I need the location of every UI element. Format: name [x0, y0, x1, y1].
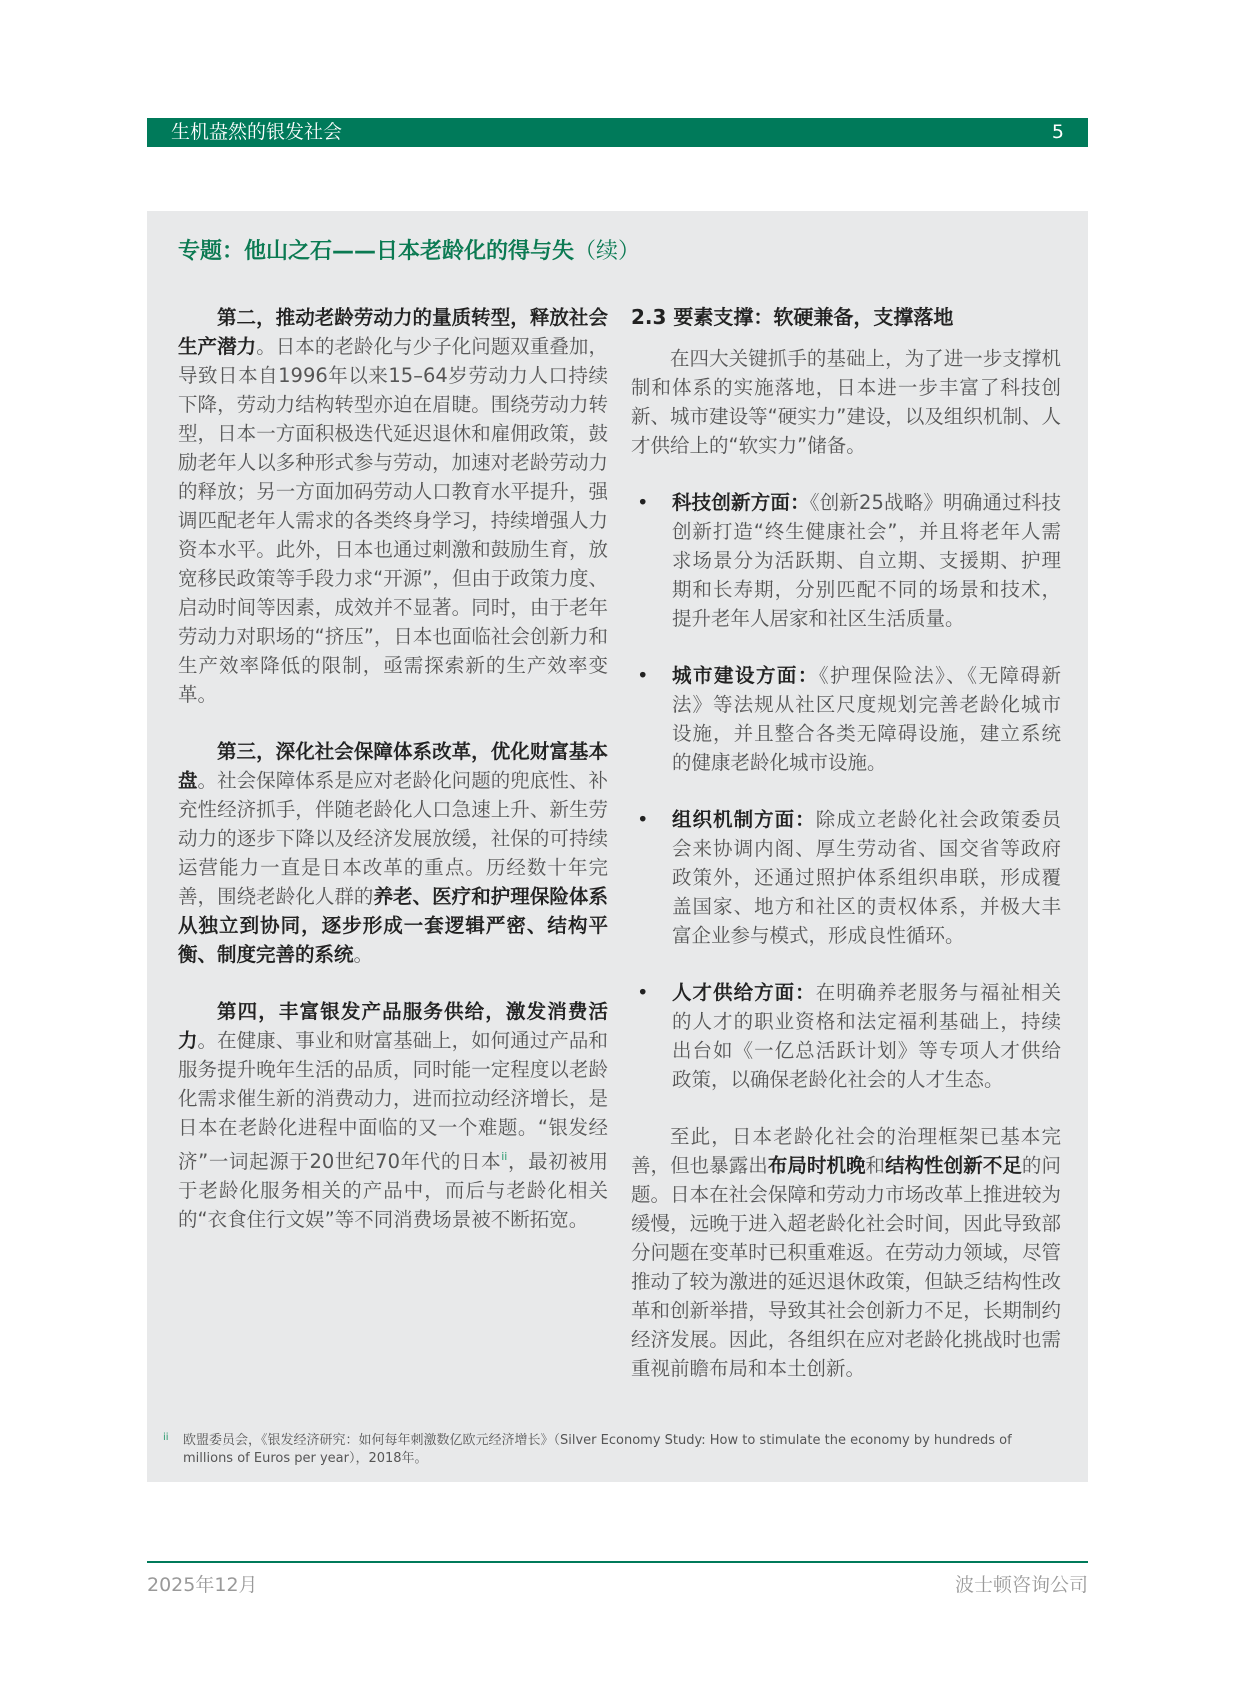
bullet-label: 城市建设方面：	[672, 664, 819, 687]
bullet-item	[631, 978, 1061, 1094]
bullet-icon: •	[637, 808, 649, 831]
conclusion-paragraph	[631, 1122, 1061, 1383]
bold-text: 第三，深化社会保障体系改革，优化财富基本盘	[178, 740, 608, 792]
body-text: 的问题。日本在社会保障和劳动力市场改革上推进较为缓慢，远晚于进入超老龄化社会时间，因此导致部分问题在变革时已积重难返。在劳动力领域，尽管推动了较为激进的延迟退休政策，但缺乏结构性改革和创新举措，导致其社会创新力不足，长期制约经济发展。因此，各组织在应对老龄化挑战时也需重视前瞻布局和本土创新。	[631, 1154, 1061, 1380]
bullet-text: 在明确养老服务与福祉相关的人才的职业资格和法定福利基础上，持续出台如《一亿总活跃计划》等专项人才供给政策，以确保老龄化社会的人才生态。	[672, 981, 1061, 1091]
bullet-item	[631, 488, 1061, 633]
bullet-item	[631, 661, 1061, 777]
body-text: ，最初被用于老龄化服务相关的产品中，而后与老龄化相关的“衣食住行文娱”等不同消费场景被不断拓宽。	[178, 1150, 608, 1231]
bold-text: 布局时机晚	[767, 1154, 866, 1177]
footnote-marker: ii	[163, 1432, 169, 1443]
feature-title	[178, 234, 640, 265]
footer-divider	[147, 1561, 1088, 1563]
footnote	[163, 1432, 1063, 1468]
body-text: 。社会保障体系是应对老龄化问题的兜底性、补充性经济抓手，伴随老龄化人口急速上升、新生劳动力的逐步下降以及经济发展放缓，社保的可持续运营能力一直是日本改革的重点。历经数十年完善，围绕老龄化人群的	[178, 769, 608, 908]
bullet-icon: •	[637, 981, 649, 1004]
body-text: 。日本的老龄化与少子化问题双重叠加，导致日本自1996年以来15–64岁劳动力人口持续下降，劳动力结构转型亦迫在眉睫。围绕劳动力转型，日本一方面积极迭代延迟退休和雇佣政策，鼓励老年人以多种形式参与劳动，加速对老龄劳动力的释放；另一方面加码劳动人口教育水平提升，强调匹配老年人需求的各类终身学习，持续增强人力资本水平。此外，日本也通过刺激和鼓励生育，放宽移民政策等手段力求“开源”，但由于政策力度、启动时间等因素，成效并不显著。同时，由于老年劳动力对职场的“挤压”，日本也面临社会创新力和生产效率降低的限制，亟需探索新的生产效率变革。	[178, 335, 608, 706]
bullet-text: 《护理保险法》、《无障碍新法》等法规从社区尺度规划完善老龄化城市设施，并且整合各类无障碍设施，建立系统的健康老龄化城市设施。	[672, 664, 1061, 774]
body-paragraph	[178, 737, 608, 969]
bullet-icon: •	[637, 491, 649, 514]
bold-text: 第四，丰富银发产品服务供给，激发消费活力	[178, 1000, 608, 1052]
body-paragraph	[178, 303, 608, 709]
bullet-label: 科技创新方面：	[672, 491, 810, 514]
body-text: 。	[353, 943, 374, 966]
section-heading: 2.3 要素支撑：软硬兼备，支撑落地	[631, 305, 954, 329]
footer-date: 2025年12月	[147, 1574, 258, 1596]
footer-company: 波士顿咨询公司	[954, 1574, 1088, 1596]
bullet-text: 《创新25战略》明确通过科技创新打造“终生健康社会”，并且将老年人需求场景分为活跃期、自立期、支援期、护理期和长寿期，分别匹配不同的场景和技术，提升老年人居家和社区生活质量。	[672, 491, 1061, 630]
bullet-text: 除成立老龄化社会政策委员会来协调内阁、厚生劳动省、国交省等政府政策外，还通过照护体系组织串联，形成覆盖国家、地方和社区的责权体系，并极大丰富企业参与模式，形成良性循环。	[672, 808, 1061, 947]
page-number: 5	[1051, 121, 1064, 143]
feature-title-cont: （续）	[574, 239, 641, 264]
footnote-text: 欧盟委员会，《银发经济研究：如何每年刺激数亿欧元经济增长》（Silver Economy Study: How to stimulate the economy by hundreds of millions of Euros per year），2018年。	[183, 1433, 1012, 1466]
intro-paragraph: 在四大关键抓手的基础上，为了进一步支撑机制和体系的实施落地，日本进一步丰富了科技创新、城市建设等“硬实力”建设，以及组织机制、人才供给上的“软实力”储备。	[631, 347, 1061, 457]
page-header-bar	[147, 118, 1088, 147]
bullet-item	[631, 805, 1061, 950]
bold-text: 结构性创新不足	[885, 1154, 1022, 1177]
bold-text: 养老、医疗和护理保险体系从独立到协同，逐步形成一套逻辑严密、结构平衡、制度完善的系统	[178, 885, 608, 966]
bullet-label: 人才供给方面：	[672, 981, 816, 1004]
bullet-icon: •	[637, 664, 649, 687]
header-title: 生机盎然的银发社会	[171, 121, 343, 143]
body-text: 。在健康、事业和财富基础上，如何通过产品和服务提升晚年生活的品质，同时能一定程度以老龄化需求催生新的消费动力，进而拉动经济增长，是日本在老龄化进程中面临的又一个难题。“银发经济”一词起源于20世纪70年代的日本	[178, 1029, 608, 1173]
body-text: 和	[865, 1154, 886, 1177]
feature-title-text: 专题：他山之石——日本老龄化的得与失	[178, 239, 575, 264]
footnote-ref: ii	[501, 1150, 508, 1163]
body-text: 至此，日本老龄化社会的治理框架已基本完善，但也暴露出	[631, 1125, 1061, 1177]
left-column	[178, 303, 608, 1262]
body-paragraph	[178, 997, 608, 1234]
right-column	[631, 303, 1061, 1411]
bold-text: 第二，推动老龄劳动力的量质转型，释放社会生产潜力	[178, 306, 608, 358]
bullet-label: 组织机制方面：	[672, 808, 816, 831]
